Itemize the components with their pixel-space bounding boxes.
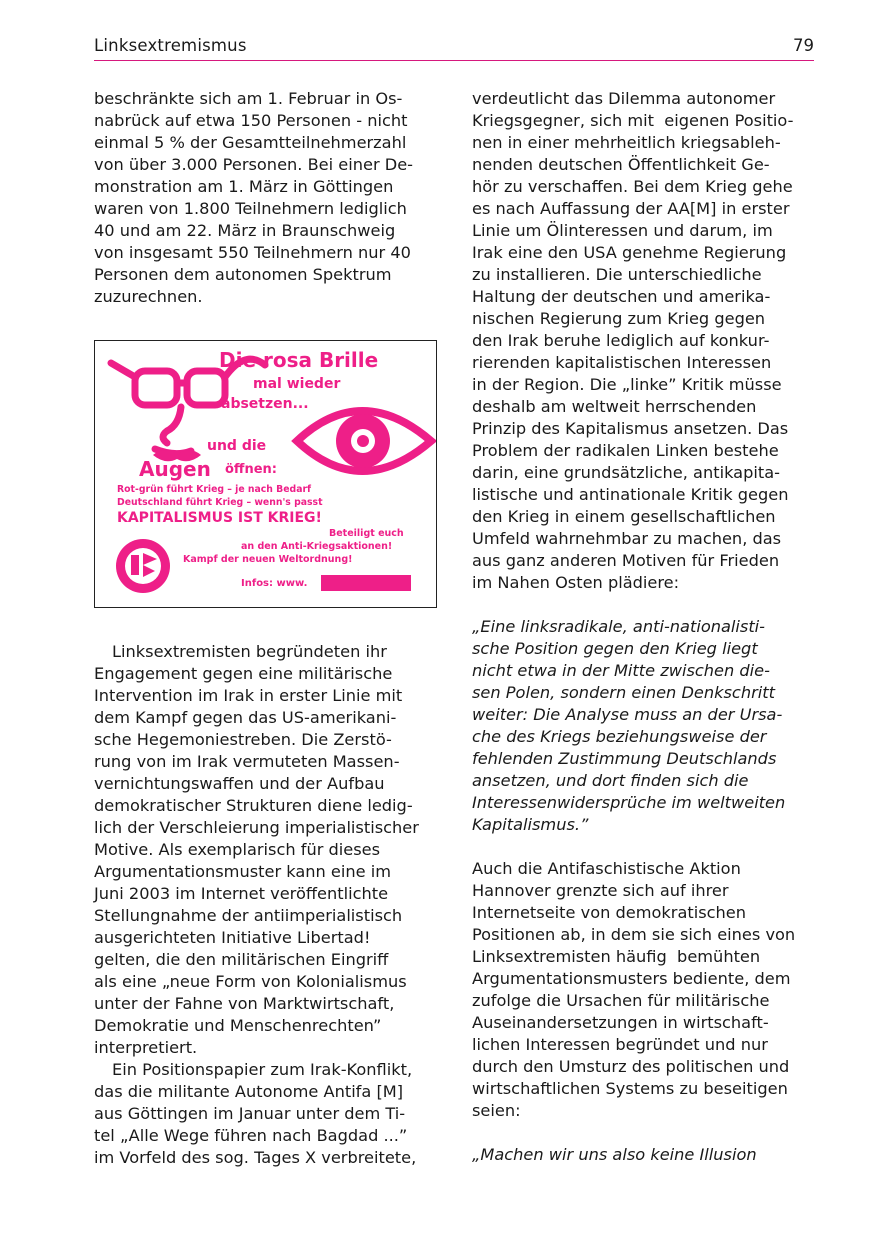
- header-rule: [94, 60, 814, 61]
- text-line: nabrück auf etwa 150 Personen - nicht: [94, 111, 408, 130]
- text-line: Auseinandersetzungen in wirtschaft-: [472, 1013, 769, 1032]
- text-line: Umfeld wahrnehmbar zu machen, das: [472, 529, 782, 548]
- right-column: [472, 88, 817, 1166]
- text-line: verdeutlicht das Dilemma autonomer: [472, 89, 776, 108]
- text-line: Linksextremisten häufig bemühten: [472, 947, 761, 966]
- text-line: Problem der radikalen Linken bestehe: [472, 441, 779, 460]
- quote-line: nicht etwa in der Mitte zwischen die-: [472, 661, 770, 680]
- text-line: rung von im Irak vermuteten Massen-: [94, 752, 400, 771]
- text-line: zuzurechnen.: [94, 287, 203, 306]
- poster-line: KAPITALISMUS IST KRIEG!: [117, 510, 322, 526]
- eye-icon: [297, 411, 431, 471]
- text-line: Motive. Als exemplarisch für dieses: [94, 840, 381, 859]
- text-line: Auch die Antifaschistische Aktion: [472, 859, 741, 878]
- text-line: Hannover grenzte sich auf ihrer: [472, 881, 729, 900]
- text-line: waren von 1.800 Teilnehmern lediglich: [94, 199, 407, 218]
- poster-line: Deutschland führt Krieg – wenn's passt: [117, 497, 323, 508]
- text-line: sche Hegemoniestreben. Die Zerstö-: [94, 730, 392, 749]
- page-number: 79: [793, 36, 814, 55]
- poster-line: und die: [207, 438, 267, 454]
- text-line: den Irak beruhe lediglich auf konkur-: [472, 331, 770, 350]
- text-line: Prinzip des Kapitalismus ansetzen. Das: [472, 419, 789, 438]
- poster-line: Augen: [139, 457, 211, 481]
- running-head: Linksextremismus: [94, 36, 247, 55]
- text-line: gelten, die den militärischen Eingriff: [94, 950, 389, 969]
- text-line: in der Region. Die „linke” Kritik müsse: [472, 375, 782, 394]
- text-line: beschränkte sich am 1. Februar in Os-: [94, 89, 403, 108]
- text-line: vernichtungswaffen und der Aufbau: [94, 774, 385, 793]
- quote-line: ansetzen, und dort finden sich die: [472, 771, 749, 790]
- text-line: zufolge die Ursachen für militärische: [472, 991, 770, 1010]
- text-line: Irak eine den USA genehme Regierung: [472, 243, 787, 262]
- text-line: unter der Fahne von Marktwirtschaft,: [94, 994, 395, 1013]
- poster-line: mal wieder: [253, 376, 341, 392]
- page-header: [94, 34, 814, 60]
- quote-line: „Eine linksradikale, anti-nationalisti-: [472, 617, 766, 636]
- text-line: hör zu verschaffen. Bei dem Krieg gehe: [472, 177, 793, 196]
- quote-line: sche Position gegen den Krieg liegt: [472, 639, 758, 658]
- text-line: wirtschaftlichen Systems zu beseitigen: [472, 1079, 788, 1098]
- text-line: einmal 5 % der Gesamtteilnehmerzahl: [94, 133, 407, 152]
- text-line: Haltung der deutschen und amerika-: [472, 287, 771, 306]
- quote-line: Interessenwidersprüche im weltweiten: [472, 793, 786, 812]
- text-line: von über 3.000 Personen. Bei einer De-: [94, 155, 414, 174]
- text-line: nischen Regierung zum Krieg gegen: [472, 309, 766, 328]
- text-line: lich der Verschleierung imperialistischer: [94, 818, 419, 837]
- text-line: im Nahen Osten plädiere:: [472, 573, 680, 592]
- quote-line: sen Polen, sondern einen Denkschritt: [472, 683, 775, 702]
- text-line: Argumentationsmuster kann eine im: [94, 862, 392, 881]
- poster-line: an den Anti-Kriegsaktionen!: [241, 541, 393, 552]
- text-line: interpretiert.: [94, 1038, 198, 1057]
- text-line: ausgerichteten Initiative Libertad!: [94, 928, 371, 947]
- left-column-bottom: [94, 641, 439, 1169]
- text-line: Intervention im Irak in erster Linie mit: [94, 686, 403, 705]
- text-line: Internetseite von demokratischen: [472, 903, 747, 922]
- text-line: lichen Interessen begründet und nur: [472, 1035, 768, 1054]
- left-column-top-paragraph: [94, 88, 439, 308]
- paragraph-gap: [472, 836, 817, 858]
- text-line: aus Göttingen im Januar unter dem Ti-: [94, 1104, 406, 1123]
- text-line: den Krieg in einem gesellschaftlichen: [472, 507, 776, 526]
- text-line: demokratischer Strukturen diene ledig-: [94, 796, 413, 815]
- text-line: nen in einer mehrheitlich kriegsableh-: [472, 133, 781, 152]
- text-line: Argumentationsmusters bediente, dem: [472, 969, 791, 988]
- text-line: aus ganz anderen Motiven für Frieden: [472, 551, 780, 570]
- text-line: nenden deutschen Öffentlichkeit Ge-: [472, 155, 770, 174]
- text-line: listische und antinationale Kritik gegen: [472, 485, 789, 504]
- text-line: das die militante Autonome Antifa [M]: [94, 1082, 404, 1101]
- poster-title: Die rosa Brille: [219, 348, 379, 372]
- text-line: Linksextremisten begründeten ihr: [112, 642, 387, 661]
- text-line: Engagement gegen eine militärische: [94, 664, 393, 683]
- poster-image: [94, 340, 437, 608]
- quote-line: fehlenden Zustimmung Deutschlands: [472, 749, 777, 768]
- text-line: Positionen ab, in dem sie sich eines von: [472, 925, 796, 944]
- text-line: monstration am 1. März in Göttingen: [94, 177, 394, 196]
- quote-line: che des Kriegs beziehungsweise der: [472, 727, 767, 746]
- redaction-bar: [321, 575, 411, 591]
- quote-line: weiter: Die Analyse muss an der Ursa-: [472, 705, 783, 724]
- poster-line: Beteiligt euch: [329, 528, 404, 539]
- text-line: Ein Positionspapier zum Irak-Konflikt,: [112, 1060, 413, 1079]
- text-line: es nach Auffassung der AA[M] in erster: [472, 199, 790, 218]
- text-line: deshalb am weltweit herrschenden: [472, 397, 757, 416]
- text-line: als eine „neue Form von Kolonialismus: [94, 972, 407, 991]
- text-line: tel „Alle Wege führen nach Bagdad ...”: [94, 1126, 408, 1145]
- text-line: Juni 2003 im Internet veröffentlichte: [94, 884, 389, 903]
- text-line: Linie um Ölinteressen und darum, im: [472, 221, 773, 240]
- text-line: Personen dem autonomen Spektrum: [94, 265, 392, 284]
- text-line: im Vorfeld des sog. Tages X verbreitete,: [94, 1148, 417, 1167]
- text-line: darin, eine grundsätzliche, antikapita-: [472, 463, 780, 482]
- text-line: zu installieren. Die unterschiedliche: [472, 265, 762, 284]
- text-line: dem Kampf gegen das US-amerikani-: [94, 708, 397, 727]
- text-line: von insgesamt 550 Teilnehmern nur 40: [94, 243, 411, 262]
- paragraph-gap: [472, 594, 817, 616]
- text-line: Stellungnahme der antiimperialistisch: [94, 906, 403, 925]
- poster-line: Infos: www.: [241, 578, 308, 589]
- text-line: seien:: [472, 1101, 521, 1120]
- text-line: 40 und am 22. März in Braunschweig: [94, 221, 396, 240]
- text-line: Demokratie und Menschenrechten”: [94, 1016, 382, 1035]
- quote-line: Kapitalismus.”: [472, 815, 589, 834]
- quote-line: „Machen wir uns also keine Illusion: [472, 1145, 757, 1164]
- poster-line: Kampf der neuen Weltordnung!: [183, 554, 353, 565]
- text-line: rierenden kapitalistischen Interessen: [472, 353, 772, 372]
- poster-line: absetzen...: [221, 396, 309, 412]
- text-line: Kriegsgegner, sich mit eigenen Positio-: [472, 111, 794, 130]
- paragraph-gap: [472, 1122, 817, 1144]
- antifa-logo-icon: [116, 539, 170, 593]
- poster-line: öffnen:: [225, 462, 277, 477]
- poster-line: Rot-grün führt Krieg – je nach Bedarf: [117, 484, 312, 495]
- text-line: durch den Umsturz des politischen und: [472, 1057, 790, 1076]
